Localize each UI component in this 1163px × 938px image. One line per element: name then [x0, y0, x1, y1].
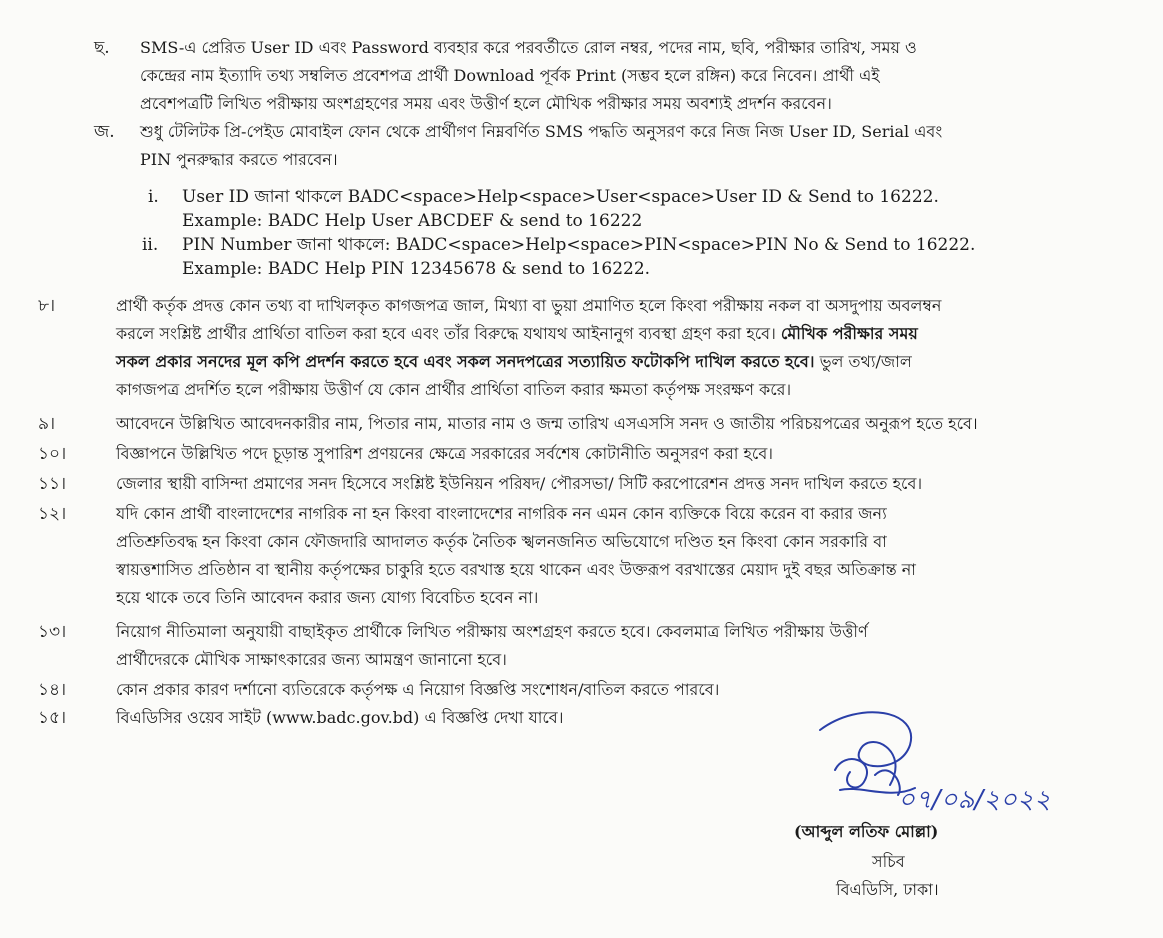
text-line: আবেদনে উল্লিখিত আবেদনকারীর নাম, পিতার নাম, মাতার নাম ও জন্ম তারিখ এসএসসি সনদ ও জাতীয় পরিচয়পত্রের অনুরূপ হতে হবে।	[116, 414, 978, 433]
subitem-marker: i.	[148, 187, 159, 207]
signatory-office: বিএডিসি, ঢাকা।	[836, 880, 939, 899]
subitem-text	[182, 185, 939, 233]
text-line: প্রার্থীদেরকে মৌখিক সাক্ষাৎকারের জন্য আমন্ত্রণ জানানো হবে।	[116, 650, 507, 669]
text-line: প্রবেশপত্রটি লিখিত পরীক্ষায় অংশগ্রহণের সময় এবং উত্তীর্ণ হলে মৌখিক পরীক্ষার সময় অবশ্যই প্রদর্শন করবেন।	[140, 94, 832, 113]
text-line: Example: BADC Help User ABCDEF & send to 16222	[182, 211, 643, 231]
text-line	[116, 320, 1102, 348]
text-line: বিজ্ঞাপনে উল্লিখিত পদে চূড়ান্ত সুপারিশ প্রণয়নের ক্ষেত্রে সরকারের সর্বশেষ কোটানীতি অনুসরণ করা হবে।	[116, 444, 773, 463]
text-line: PIN Number জানা থাকলে: BADC<space>Help<space>PIN<space>PIN No & Send to 16222.	[182, 235, 976, 255]
clause-text	[116, 410, 1102, 438]
text-line: প্রতিশ্রুতিবদ্ধ হন কিংবা কোন ফৌজদারি আদালত কর্তৃক নৈতিক স্খলনজনিত অভিযোগে দণ্ডিত হন কিংবা কোন সরকারি বা	[116, 532, 887, 551]
text-line: প্রার্থী কর্তৃক প্রদত্ত কোন তথ্য বা দাখিলকৃত কাগজপত্র জাল, মিথ্যা বা ভুয়া প্রমাণিত হলে কিংবা পরীক্ষায় নকল বা অসদুপায় অবলম্বন	[116, 296, 942, 315]
subitem-marker: ii.	[142, 235, 159, 255]
text-line: স্বায়ত্তশাসিত প্রতিষ্ঠান বা স্থানীয় কর্তৃপক্ষের চাকুরি হতে বরখাস্ত হয়ে থাকেন এবং উক্তরূপ বরখাস্তের মেয়াদ দুই বছর অতিক্রান্ত না	[116, 560, 916, 579]
clause-marker: ছ.	[94, 38, 110, 58]
clause-marker: ১২।	[38, 504, 67, 524]
subitem-text	[182, 233, 975, 281]
signatory-designation: সচিব	[872, 852, 905, 871]
handwritten-signature-icon	[780, 690, 1110, 820]
clause-text	[116, 440, 1102, 468]
text-span: করলে সংশ্লিষ্ট প্রার্থীর প্রার্থিতা বাতিল করা হবে এবং তাঁর বিরুদ্ধে যথাযথ আইনানুগ ব্যবস্থা গ্রহণ করা হবে।	[116, 324, 776, 343]
text-span: ভুল তথ্য/জাল	[819, 352, 912, 371]
signature-block	[780, 690, 1110, 910]
clause-marker: ১৩।	[38, 622, 67, 642]
clause-marker: ১১।	[38, 474, 67, 494]
text-line	[116, 348, 1102, 376]
text-line: যদি কোন প্রার্থী বাংলাদেশের নাগরিক না হন কিংবা বাংলাদেশের নাগরিক নন এমন কোন ব্যক্তিকে বিয়ে করেন বা করার জন্য	[116, 504, 887, 523]
signatory-name: (আব্দুল লতিফ মোল্লা)	[794, 822, 939, 841]
bold-text: মৌখিক পরীক্ষার সময়	[780, 324, 918, 343]
text-line: জেলার স্থায়ী বাসিন্দা প্রমাণের সনদ হিসেবে সংশ্লিষ্ট ইউনিয়ন পরিষদ/ পৌরসভা/ সিটি করপোরেশন প্রদত্ত সনদ দাখিল করতে হবে।	[116, 474, 923, 493]
text-line: কাগজপত্র প্রদর্শিত হলে পরীক্ষায় উত্তীর্ণ যে কোন প্রার্থীর প্রার্থিতা বাতিল করার ক্ষমতা কর্তৃপক্ষ সংরক্ষণ করে।	[116, 380, 792, 399]
text-line: User ID জানা থাকলে BADC<space>Help<space>User<space>User ID & Send to 16222.	[182, 187, 939, 207]
clause-marker: ১৪।	[38, 680, 67, 700]
text-line: কোন প্রকার কারণ দর্শানো ব্যতিরেকে কর্তৃপক্ষ এ নিয়োগ বিজ্ঞপ্তি সংশোধন/বাতিল করতে পারবে।	[116, 680, 720, 699]
clause-text	[140, 34, 1075, 118]
text-line: SMS-এ প্রেরিত User ID এবং Password ব্যবহার করে পরবর্তীতে রোল নম্বর, পদের নাম, ছবি, পরীক্ষার তারিখ, সময় ও	[140, 38, 917, 57]
clause-text	[116, 470, 1102, 498]
clause-text	[116, 618, 1102, 674]
clause-text	[116, 292, 1102, 404]
clause-text	[116, 500, 1102, 612]
text-line: শুধু টেলিটক প্রি-পেইড মোবাইল ফোন থেকে প্রার্থীগণ নিম্নবর্ণিত SMS পদ্ধতি অনুসরণ করে নিজ নিজ User ID, Serial এবং	[140, 122, 943, 141]
clause-marker: ১৫।	[38, 708, 67, 728]
text-line: PIN পুনরুদ্ধার করতে পারবেন।	[140, 150, 338, 169]
clause-text	[140, 118, 1075, 174]
text-line: কেন্দ্রের নাম ইত্যাদি তথ্য সম্বলিত প্রবেশপত্র প্রার্থী Download পূর্বক Print (সম্ভব হলে রঙ্গিন) করে নিবেন। প্রার্থী এই	[140, 66, 880, 85]
clause-marker: ১০।	[38, 444, 67, 464]
signature-date: ০৭/০৯/২০২২	[898, 785, 1051, 815]
bold-text: সকল প্রকার সনদের মূল কপি প্রদর্শন করতে হবে এবং সকল সনদপত্রের সত্যায়িত ফটোকপি দাখিল করতে হবে।	[116, 352, 815, 371]
text-line: বিএডিসির ওয়েব সাইট (www.badc.gov.bd) এ বিজ্ঞপ্তি দেখা যাবে।	[116, 708, 564, 727]
clause-marker: ৮।	[38, 296, 56, 316]
text-line: হয়ে থাকে তবে তিনি আবেদন করার জন্য যোগ্য বিবেচিত হবেন না।	[116, 588, 539, 607]
clause-marker: ৯।	[38, 414, 56, 434]
text-line: নিয়োগ নীতিমালা অনুযায়ী বাছাইকৃত প্রার্থীকে লিখিত পরীক্ষায় অংশগ্রহণ করতে হবে। কেবলমাত্র লিখিত পরীক্ষায় উত্তীর্ণ	[116, 622, 868, 641]
text-line: Example: BADC Help PIN 12345678 & send to 16222.	[182, 259, 651, 279]
clause-marker: জ.	[94, 122, 115, 142]
